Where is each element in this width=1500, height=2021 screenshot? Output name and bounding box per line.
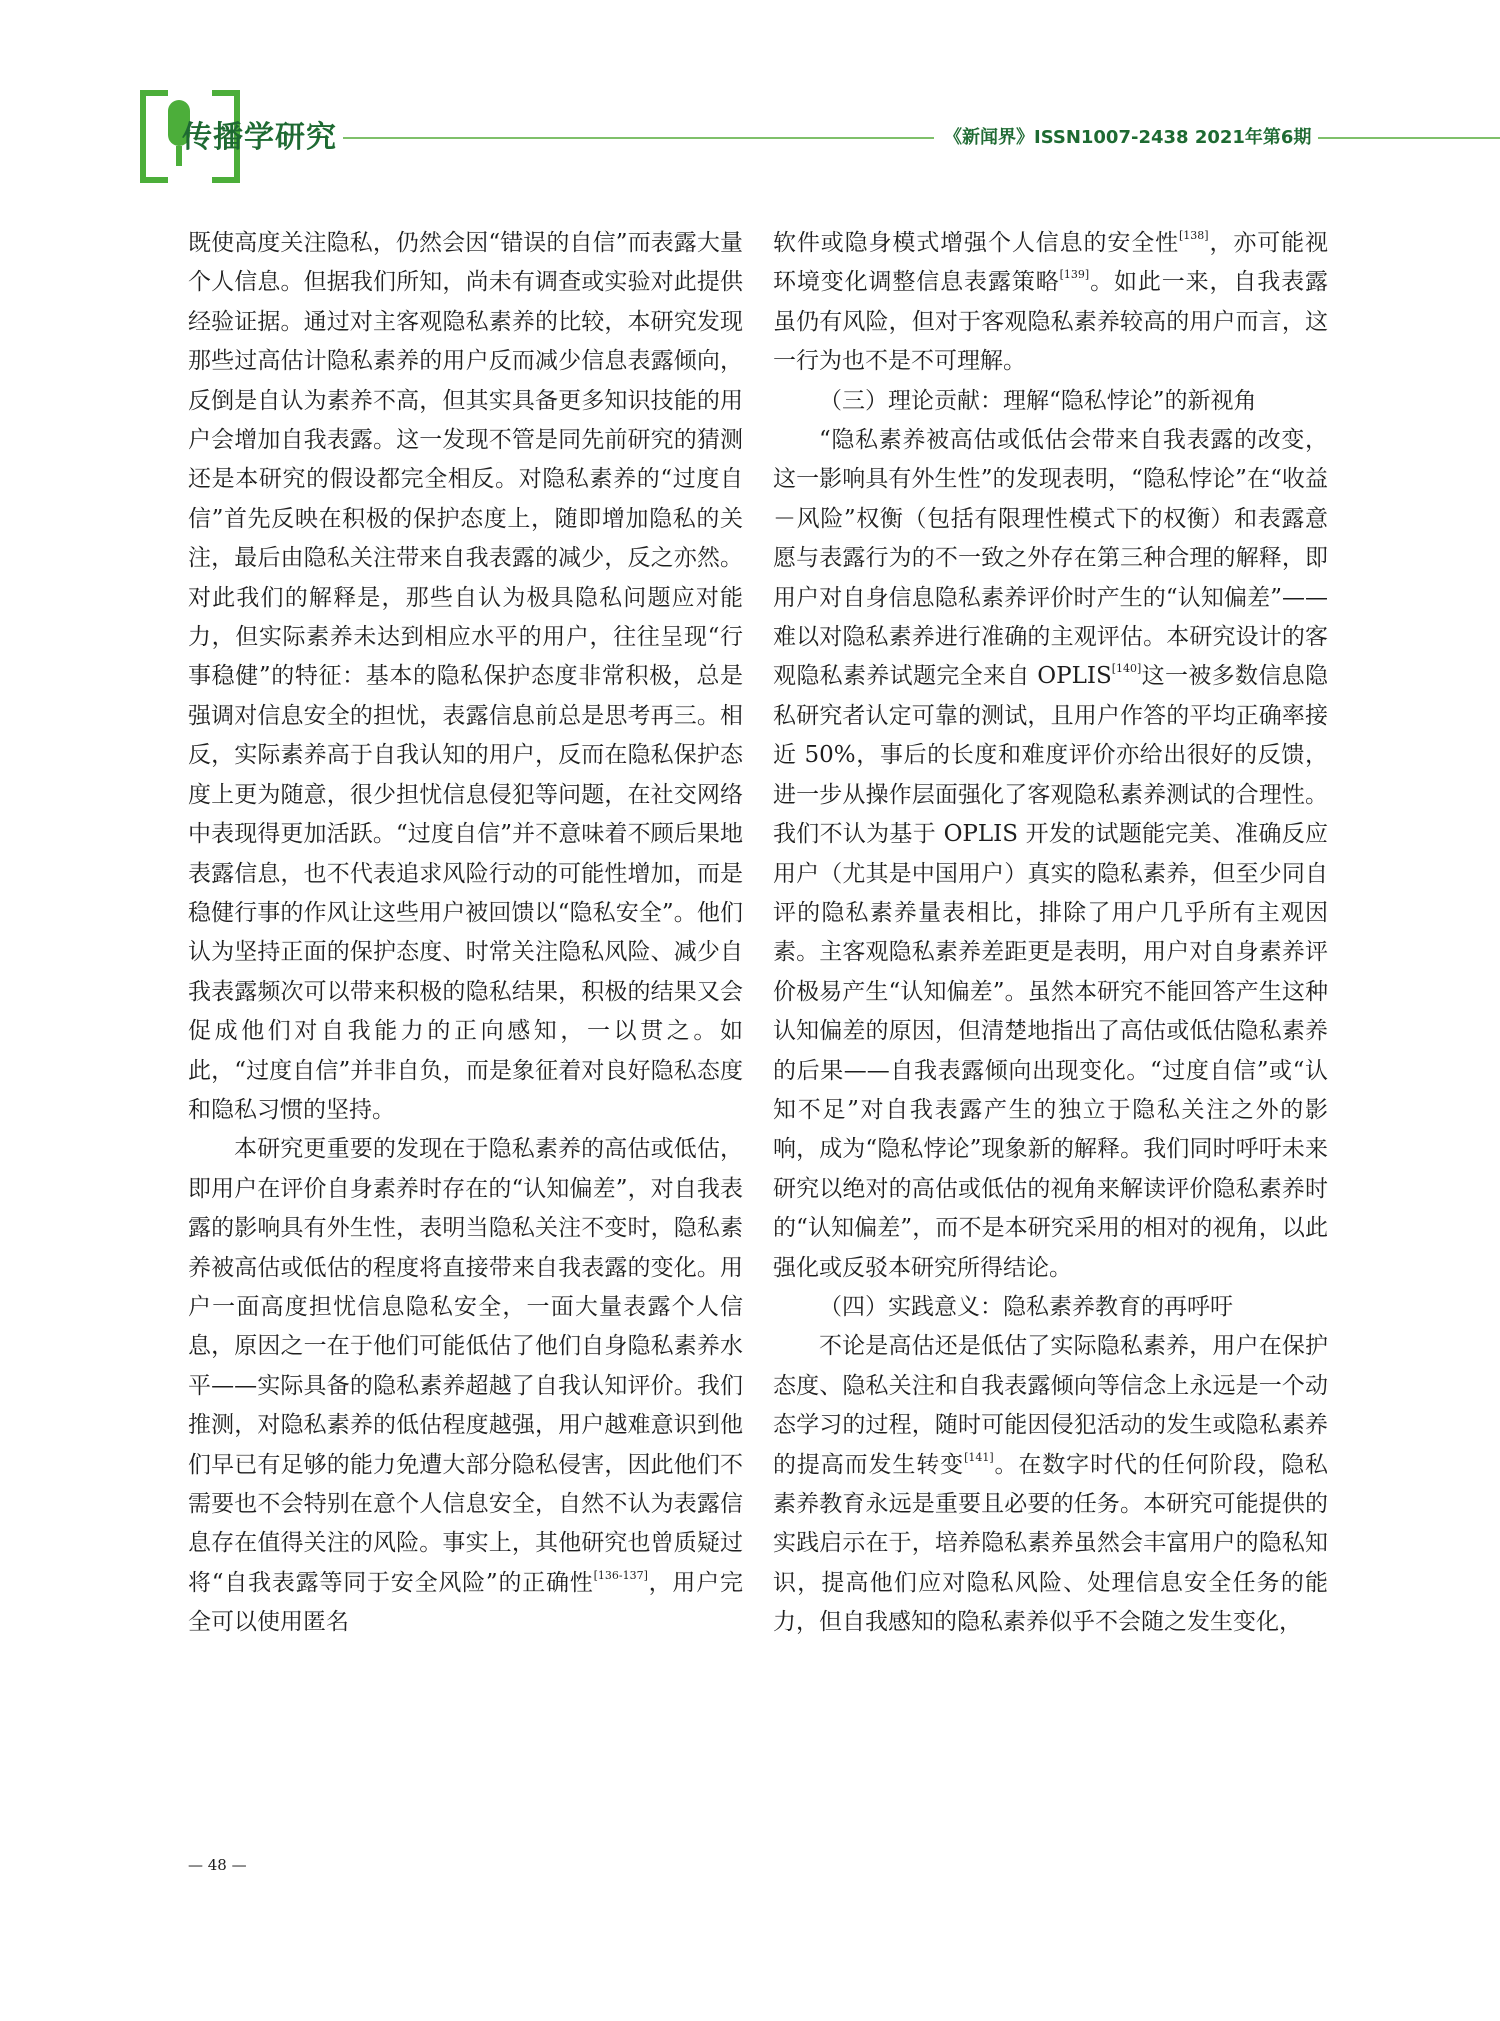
right-paragraph-2-b: 这一被多数信息隐私研究者认定可靠的测试，且用户作答的平均正确率接近 50%，事后的长度和难度评价亦给出很好的反馈，进一步从操作层面强化了客观隐私素养测试的合理性。我们不认为基于 OPLIS 开发的试题能完美、准确反应用户（尤其是中国用户）真实的隐私素养，但至少同自评的隐私素养量表相比，排除了用户几乎所有主观因素。主客观隐私素养差距更是表明，用户对自身素养评价极易产生“认知偏差”。虽然本研究不能回答产生这种认知偏差的原因，但清楚地指出了高估或低估隐私素养的后果——自我表露倾向出现变化。“过度自信”或“认知不足”对自我表露产生的独立于隐私关注之外的影响，成为“隐私悖论”现象新的解释。我们同时呼吁未来研究以绝对的高估或低估的视角来解读评价隐私素养时的“认知偏差”，而不是本研究采用的相对的视角，以此强化或反驳本研究所得结论。 bbox=[773, 663, 1328, 1281]
section-heading-theory: （三）理论贡献：理解“隐私悖论”的新视角 bbox=[819, 387, 1257, 414]
citation-136-137: [136-137] bbox=[593, 1568, 648, 1582]
journal-info: 《新闻界》ISSN1007-2438 2021年第6期 bbox=[944, 127, 1312, 148]
right-paragraph-2-a: “隐私素养被高估或低估会带来自我表露的改变，这一影响具有外生性”的发现表明，“隐私悖论”在“收益－风险”权衡（包括有限理性模式下的权衡）和表露意愿与表露行为的不一致之外存在第三种合理的解释，即用户对自身信息隐私素养评价时产生的“认知偏差”——难以对隐私素养进行准确的主观评估。本研究设计的客观隐私素养试题完全来自 OPLIS bbox=[773, 427, 1328, 690]
right-column bbox=[773, 224, 1328, 1643]
header-rule-right bbox=[1318, 137, 1500, 139]
citation-139: [139] bbox=[1059, 268, 1090, 282]
left-paragraph-2 bbox=[188, 1130, 743, 1642]
column-title: 传播学研究 bbox=[182, 120, 337, 155]
left-paragraph-1: 既使高度关注隐私，仍然会因“错误的自信”而表露大量个人信息。但据我们所知，尚未有调查或实验对此提供经验证据。通过对主客观隐私素养的比较，本研究发现那些过高估计隐私素养的用户反而减少信息表露倾向，反倒是自认为素养不高，但其实具备更多知识技能的用户会增加自我表露。这一发现不管是同先前研究的猜测还是本研究的假设都完全相反。对隐私素养的“过度自信”首先反映在积极的保护态度上，随即增加隐私的关注，最后由隐私关注带来自我表露的减少，反之亦然。对此我们的解释是，那些自认为极具隐私问题应对能力，但实际素养未达到相应水平的用户，往往呈现“行事稳健”的特征：基本的隐私保护态度非常积极，总是强调对信息安全的担忧，表露信息前总是思考再三。相反，实际素养高于自我认知的用户，反而在隐私保护态度上更为随意，很少担忧信息侵犯等问题，在社交网络中表现得更加活跃。“过度自信”并不意味着不顾后果地表露信息，也不代表追求风险行动的可能性增加，而是稳健行事的作风让这些用户被回馈以“隐私安全”。他们认为坚持正面的保护态度、时常关注隐私风险、减少自我表露频次可以带来积极的隐私结果，积极的结果又会促成他们对自我能力的正向感知，一以贯之。如此，“过度自信”并非自负，而是象征着对良好隐私态度和隐私习惯的坚持。 bbox=[188, 230, 743, 1123]
right-paragraph-1-a: 软件或隐身模式增强个人信息的安全性 bbox=[773, 230, 1179, 256]
page-number: — 48 — bbox=[188, 1856, 247, 1874]
left-column bbox=[188, 224, 743, 1643]
header-rule-left bbox=[343, 137, 934, 139]
left-paragraph-2-tail: ，用户完全可以使用匿名 bbox=[188, 1569, 743, 1636]
right-paragraph-3-a: 不论是高估还是低估了实际隐私素养，用户在保护态度、隐私关注和自我表露倾向等信念上永远是一个动态学习的过程，随时可能因侵犯活动的发生或隐私素养的提高而发生转变 bbox=[773, 1333, 1328, 1478]
right-paragraph-1-c: 。如此一来，自我表露虽仍有风险，但对于客观隐私素养较高的用户而言，这一行为也不是不可理解。 bbox=[773, 269, 1329, 375]
right-paragraph-1-b: ，亦可能视环境变化调整信息表露策略 bbox=[773, 230, 1329, 296]
right-paragraph-2 bbox=[773, 421, 1328, 1288]
citation-138: [138] bbox=[1179, 229, 1209, 242]
citation-141: [141] bbox=[964, 1450, 994, 1464]
citation-140: [140] bbox=[1111, 662, 1142, 676]
logo-left-bracket bbox=[140, 90, 168, 183]
section-heading-practice: （四）实践意义：隐私素养教育的再呼吁 bbox=[819, 1293, 1233, 1320]
right-paragraph-1 bbox=[773, 224, 1328, 382]
right-paragraph-3 bbox=[773, 1327, 1328, 1642]
right-paragraph-3-b: 。在数字时代的任何阶段，隐私素养教育永远是重要且必要的任务。本研究可能提供的实践启示在于，培养隐私素养虽然会丰富用户的隐私知识，提高他们应对隐私风险、处理信息安全任务的能力，但自我感知的隐私素养似乎不会随之发生变化， bbox=[773, 1451, 1329, 1636]
left-paragraph-2-text: 本研究更重要的发现在于隐私素养的高估或低估，即用户在评价自身素养时存在的“认知偏差”，对自我表露的影响具有外生性，表明当隐私关注不变时，隐私素养被高估或低估的程度将直接带来自我表露的变化。用户一面高度担忧信息隐私安全，一面大量表露个人信息，原因之一在于他们可能低估了他们自身隐私素养水平——实际具备的隐私素养超越了自我认知评价。我们推测，对隐私素养的低估程度越强，用户越难意识到他们早已有足够的能力免遭大部分隐私侵害，因此他们不需要也不会特别在意个人信息安全，自然不认为表露信息存在值得关注的风险。事实上，其他研究也曾质疑过将“自我表露等同于安全风险”的正确性 bbox=[188, 1136, 743, 1596]
